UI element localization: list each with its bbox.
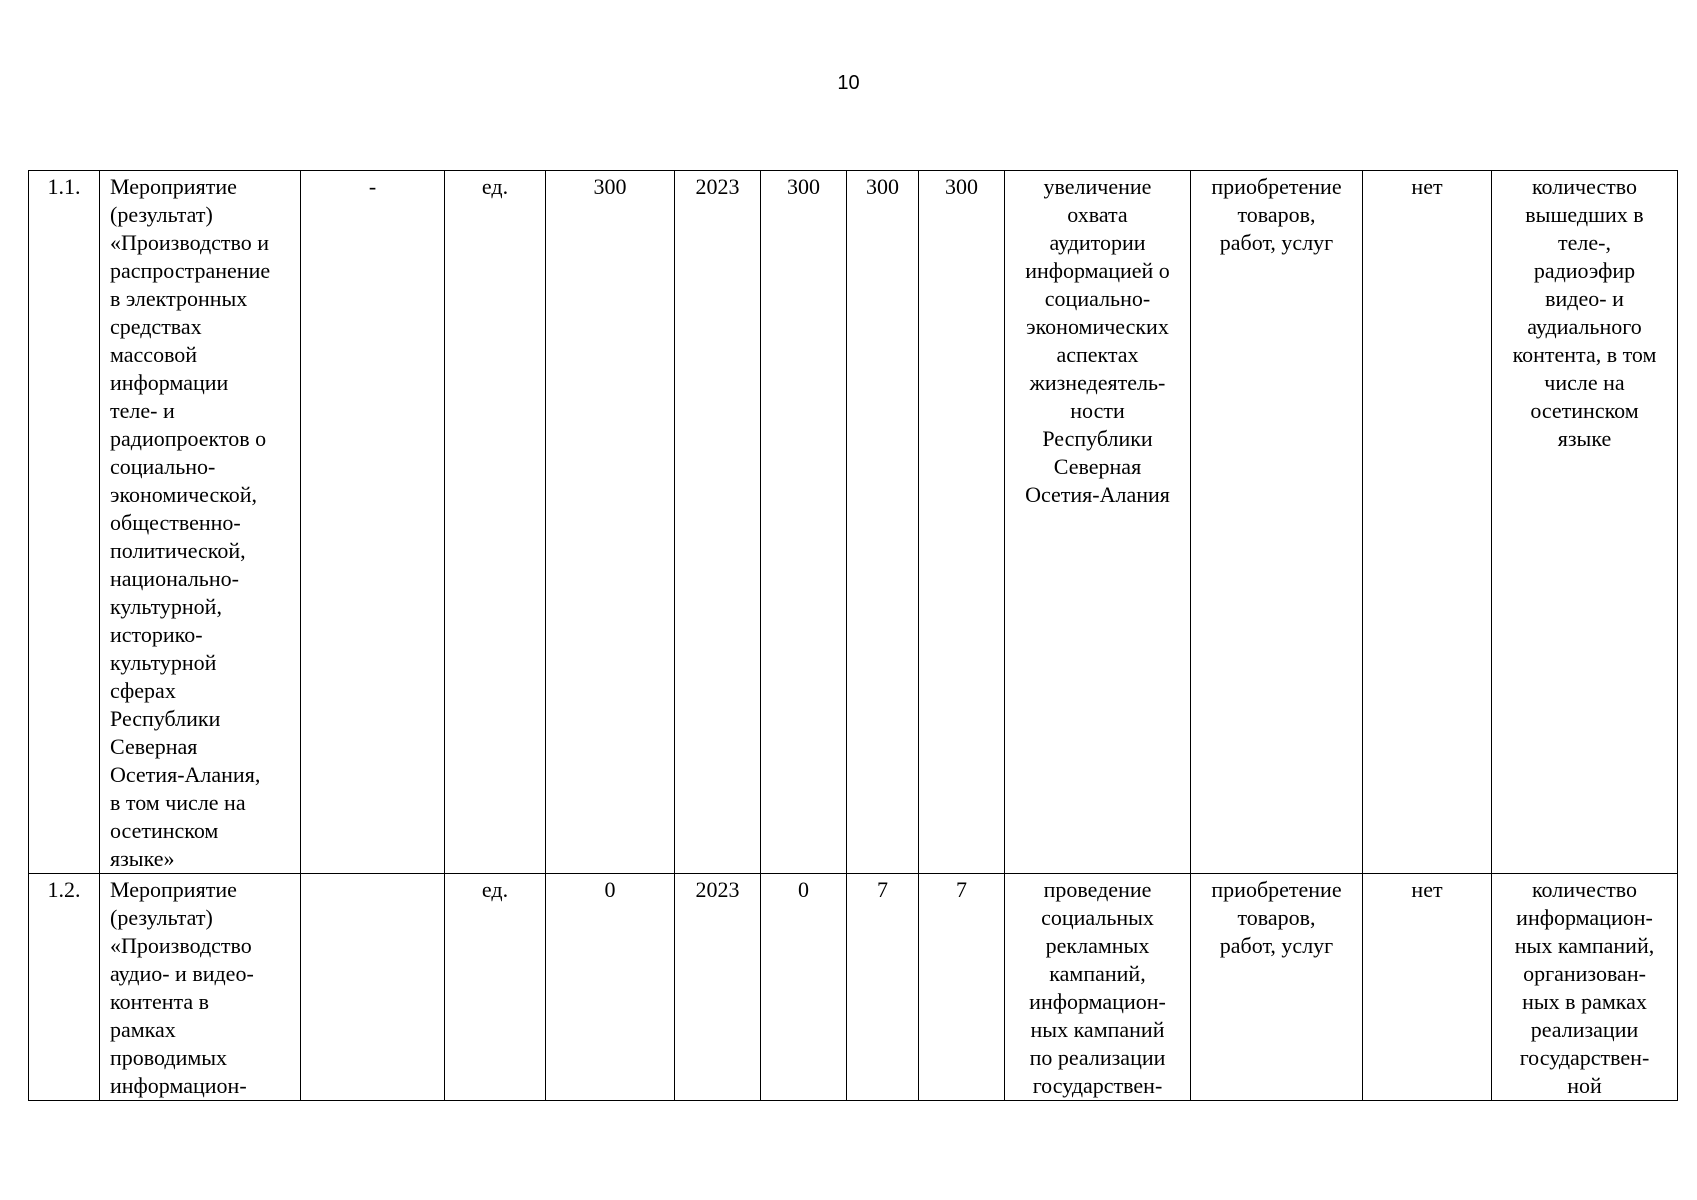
results-table [28,170,1678,1101]
base-year: 2023 [675,874,761,1101]
value-2: 300 [847,171,919,874]
effect-description: проведение социальных рекламных кампаний, информацион- ных кампаний по реализации государствен- [1005,874,1191,1101]
indicator: количество вышедших в теле-, радиоэфир видео- и аудиального контента, в том числе на осетинском языке [1492,171,1678,874]
event-type: приобретение товаров, работ, услуг [1191,171,1363,874]
table-row [29,171,1678,874]
page-number: 10 [837,72,860,94]
column-3-value [301,874,445,1101]
value-1: 300 [761,171,847,874]
effect-description: увеличение охвата аудитории информацией о социально- экономических аспектах жизнедеятель- ности Республики Северная Осетия-Алания [1005,171,1191,874]
value-3: 300 [919,171,1005,874]
base-value: 300 [546,171,675,874]
value-3: 7 [919,874,1005,1101]
value-2: 7 [847,874,919,1101]
row-number: 1.2. [29,874,100,1101]
event-name: Мероприятие (результат) «Производство и распространение в электронных средствах массовой информации теле- и радиопроектов о социально- экономической, общественно- политической, национально- культурной, историко- культурной сферах Республики Северная Осетия-Алания, в том числе на осетинском языке» [100,171,301,874]
base-value: 0 [546,874,675,1101]
column-3-value: - [301,171,445,874]
indicator: количество информацион- ных кампаний, организован- ных в рамках реализации государствен- ной [1492,874,1678,1101]
table-row [29,874,1678,1101]
flag: нет [1363,171,1492,874]
value-1: 0 [761,874,847,1101]
flag: нет [1363,874,1492,1101]
base-year: 2023 [675,171,761,874]
row-number: 1.1. [29,171,100,874]
unit: ед. [445,874,546,1101]
unit: ед. [445,171,546,874]
event-type: приобретение товаров, работ, услуг [1191,874,1363,1101]
event-name: Мероприятие (результат) «Производство аудио- и видео- контента в рамках проводимых информацион- [100,874,301,1101]
